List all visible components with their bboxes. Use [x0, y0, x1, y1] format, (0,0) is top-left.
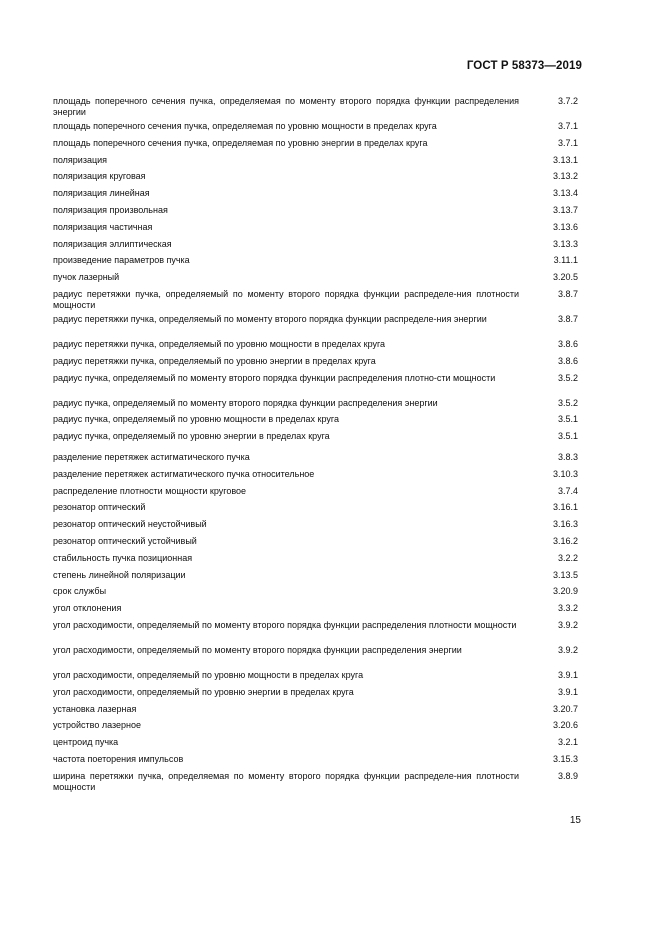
index-term: угол расходимости, определяемый по моменту второго порядка функции распределения плотности мощности [53, 619, 517, 630]
index-entry [53, 339, 580, 356]
index-entry [53, 502, 580, 519]
index-term: резонатор оптический устойчивый [53, 535, 197, 546]
index-term: пучок лазерный [53, 272, 120, 283]
index-section-ref: 3.3.2 [557, 603, 578, 614]
index-entry [53, 188, 580, 205]
index-term: устройство лазерное [53, 720, 142, 731]
index-term: резонатор оптический неустойчивый [53, 519, 207, 530]
index-entry [53, 754, 580, 771]
index-section-ref: 3.13.7 [552, 204, 578, 215]
index-entry [53, 171, 580, 188]
index-term: поляризация эллиптическая [53, 238, 172, 249]
index-term: радиус пучка, определяемый по моменту второго порядка функции распределения энергии [53, 397, 438, 408]
index-term: поляризация линейная [53, 188, 150, 199]
index-section-ref: 3.20.9 [552, 586, 578, 597]
index-entry [53, 771, 580, 796]
index-section-ref: 3.16.2 [552, 535, 578, 546]
index-term: площадь поперечного сечения пучка, определяемая по моменту второго порядка функции распределения энергии [53, 96, 519, 117]
index-section-ref: 3.13.6 [552, 221, 578, 232]
index-section-ref: 3.9.1 [557, 669, 578, 680]
index-section-ref: 3.8.7 [557, 313, 578, 324]
index-section-ref: 3.5.1 [557, 431, 578, 442]
index-term: радиус перетяжки пучка, определяемый по уровню энергии в пределах круга [53, 355, 376, 366]
index-entry [53, 704, 580, 721]
index-entry [53, 737, 580, 754]
index-term: радиус перетяжки пучка, определяемый по моменту второго порядка функции распределе-ния плотности мощности [53, 288, 519, 310]
index-section-ref: 3.8.6 [557, 338, 578, 349]
index-section-ref: 3.16.3 [552, 519, 578, 530]
index-section-ref: 3.2.2 [557, 552, 578, 563]
index-section-ref: 3.20.5 [552, 272, 578, 283]
index-term: произведение параметров пучка [53, 255, 190, 266]
index-term: радиус пучка, определяемый по уровню энергии в пределах круга [53, 431, 330, 442]
index-term: частота поеторения импульсов [53, 753, 184, 764]
index-section-ref: 3.20.6 [552, 720, 578, 731]
index-entry [53, 570, 580, 587]
index-entry [53, 373, 580, 398]
index-entry [53, 603, 580, 620]
index-section-ref: 3.7.1 [557, 121, 578, 131]
index-section-ref: 3.13.1 [552, 154, 578, 165]
index-entry [53, 536, 580, 553]
index-term: радиус перетяжки пучка, определяемый по уровню мощности в пределах круга [53, 338, 386, 349]
index-section-ref: 3.13.2 [552, 171, 578, 182]
index-entry [53, 414, 580, 431]
index-entry [53, 155, 580, 172]
index-entry [53, 452, 580, 469]
index-entry [53, 586, 580, 603]
document-standard-number: ГОСТ Р 58373—2019 [466, 60, 582, 72]
index-term: радиус пучка, определяемый по моменту второго порядка функции распределения плотно-сти мощности [53, 372, 496, 383]
index-term: угол расходимости, определяемый по уровню энергии в пределах круга [53, 686, 354, 697]
index-section-ref: 3.7.2 [557, 96, 578, 106]
index-term: распределение плотности мощности круговое [53, 485, 247, 496]
index-entry [53, 519, 580, 536]
index-section-ref: 3.15.3 [552, 753, 578, 764]
index-section-ref: 3.2.1 [557, 737, 578, 748]
index-entry [53, 121, 580, 138]
index-term: поляризация произвольная [53, 204, 168, 215]
index-section-ref: 3.9.2 [557, 644, 578, 655]
index-term: резонатор оптический [53, 502, 146, 513]
index-entry [53, 469, 580, 486]
index-term: угол расходимости, определяемый по моменту второго порядка функции распределения энергии [53, 644, 462, 655]
index-entry [53, 645, 580, 670]
index-term: угол отклонения [53, 603, 122, 614]
index-entry [53, 239, 580, 256]
index-entry [53, 720, 580, 737]
index-entry [53, 222, 580, 239]
index-entry [53, 687, 580, 704]
index-section-ref: 3.8.3 [557, 451, 578, 462]
index-term: ширина перетяжки пучка, определяемая по моменту второго порядка функции распределе-ния плотности мощности [53, 770, 519, 792]
index-section-ref: 3.16.1 [552, 502, 578, 513]
index-section-ref: 3.8.7 [557, 288, 578, 299]
index-section-ref: 3.7.4 [557, 485, 578, 496]
index-term: угол расходимости, определяемый по уровню мощности в пределах круга [53, 669, 364, 680]
index-term: поляризация частичная [53, 221, 153, 232]
alphabetical-index-list [53, 96, 580, 796]
index-section-ref: 3.13.5 [552, 569, 578, 580]
index-section-ref: 3.10.3 [552, 468, 578, 479]
index-term: установка лазерная [53, 703, 137, 714]
index-section-ref: 3.9.2 [557, 619, 578, 630]
index-term: площадь поперечного сечения пучка, определяемая по уровню энергии в пределах круга [53, 137, 428, 148]
index-term: поляризация [53, 154, 108, 165]
index-section-ref: 3.8.9 [557, 770, 578, 781]
index-entry [53, 670, 580, 687]
index-entry [53, 431, 580, 448]
index-section-ref: 3.5.2 [557, 397, 578, 408]
index-term: площадь поперечного сечения пучка, определяемая по уровню мощности в пределах круга [53, 121, 437, 131]
index-term: стабильность пучка позиционная [53, 552, 193, 563]
index-section-ref: 3.8.6 [557, 355, 578, 366]
index-section-ref: 3.5.1 [557, 414, 578, 425]
index-term: степень линейной поляризации [53, 569, 186, 580]
index-term: поляризация круговая [53, 171, 146, 182]
index-section-ref: 3.9.1 [557, 686, 578, 697]
index-term: радиус перетяжки пучка, определяемый по моменту второго порядка функции распределе-ния энергии [53, 313, 487, 324]
index-section-ref: 3.7.1 [557, 137, 578, 148]
index-entry [53, 620, 580, 645]
index-section-ref: 3.20.7 [552, 703, 578, 714]
page-number: 15 [569, 815, 581, 826]
index-entry [53, 289, 580, 314]
index-section-ref: 3.13.4 [552, 188, 578, 199]
index-entry [53, 96, 580, 121]
index-entry [53, 255, 580, 272]
index-term: разделение перетяжек астигматического пучка [53, 451, 250, 462]
index-term: срок службы [53, 586, 107, 597]
index-entry [53, 356, 580, 373]
index-entry [53, 138, 580, 155]
index-entry [53, 553, 580, 570]
index-entry [53, 398, 580, 415]
index-entry [53, 205, 580, 222]
index-section-ref: 3.11.1 [553, 255, 578, 266]
index-entry [53, 486, 580, 503]
index-term: разделение перетяжек астигматического пучка относительное [53, 468, 315, 479]
index-entry [53, 272, 580, 289]
index-entry [53, 314, 580, 339]
index-term: центроид пучка [53, 737, 119, 748]
index-term: радиус пучка, определяемый по уровню мощности в пределах круга [53, 414, 339, 425]
index-section-ref: 3.5.2 [557, 372, 578, 383]
index-section-ref: 3.13.3 [552, 238, 578, 249]
